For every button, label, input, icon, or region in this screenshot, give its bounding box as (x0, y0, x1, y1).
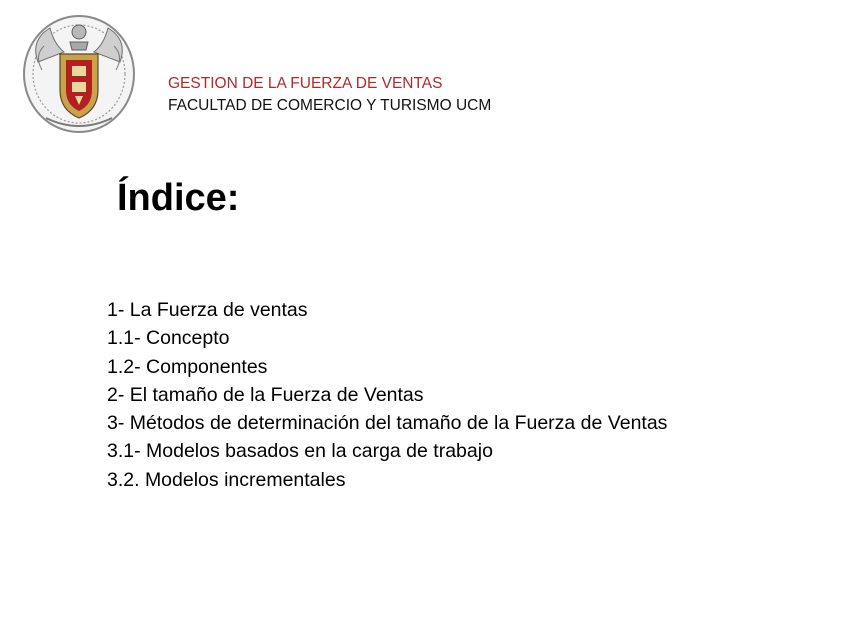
course-title: GESTION DE LA FUERZA DE VENTAS (168, 75, 443, 92)
table-of-contents (107, 296, 667, 494)
faculty-name: FACULTAD DE COMERCIO Y TURISMO UCM (168, 97, 492, 114)
list-item: 3.1- Modelos basados en la carga de trabajo (107, 440, 493, 463)
list-item: 1.2- Componentes (107, 355, 268, 378)
list-item: 3- Métodos de determinación del tamaño de la Fuerza de Ventas (107, 412, 668, 435)
list-item: 3.2. Modelos incrementales (107, 468, 346, 491)
list-item: 1.1- Concepto (107, 327, 230, 350)
ucm-seal-logo (20, 10, 138, 136)
list-item: 1- La Fuerza de ventas (107, 299, 308, 321)
slide-header (168, 73, 491, 117)
list-item: 2- El tamaño de la Fuerza de Ventas (107, 383, 424, 406)
page-title: Índice: (117, 177, 240, 219)
